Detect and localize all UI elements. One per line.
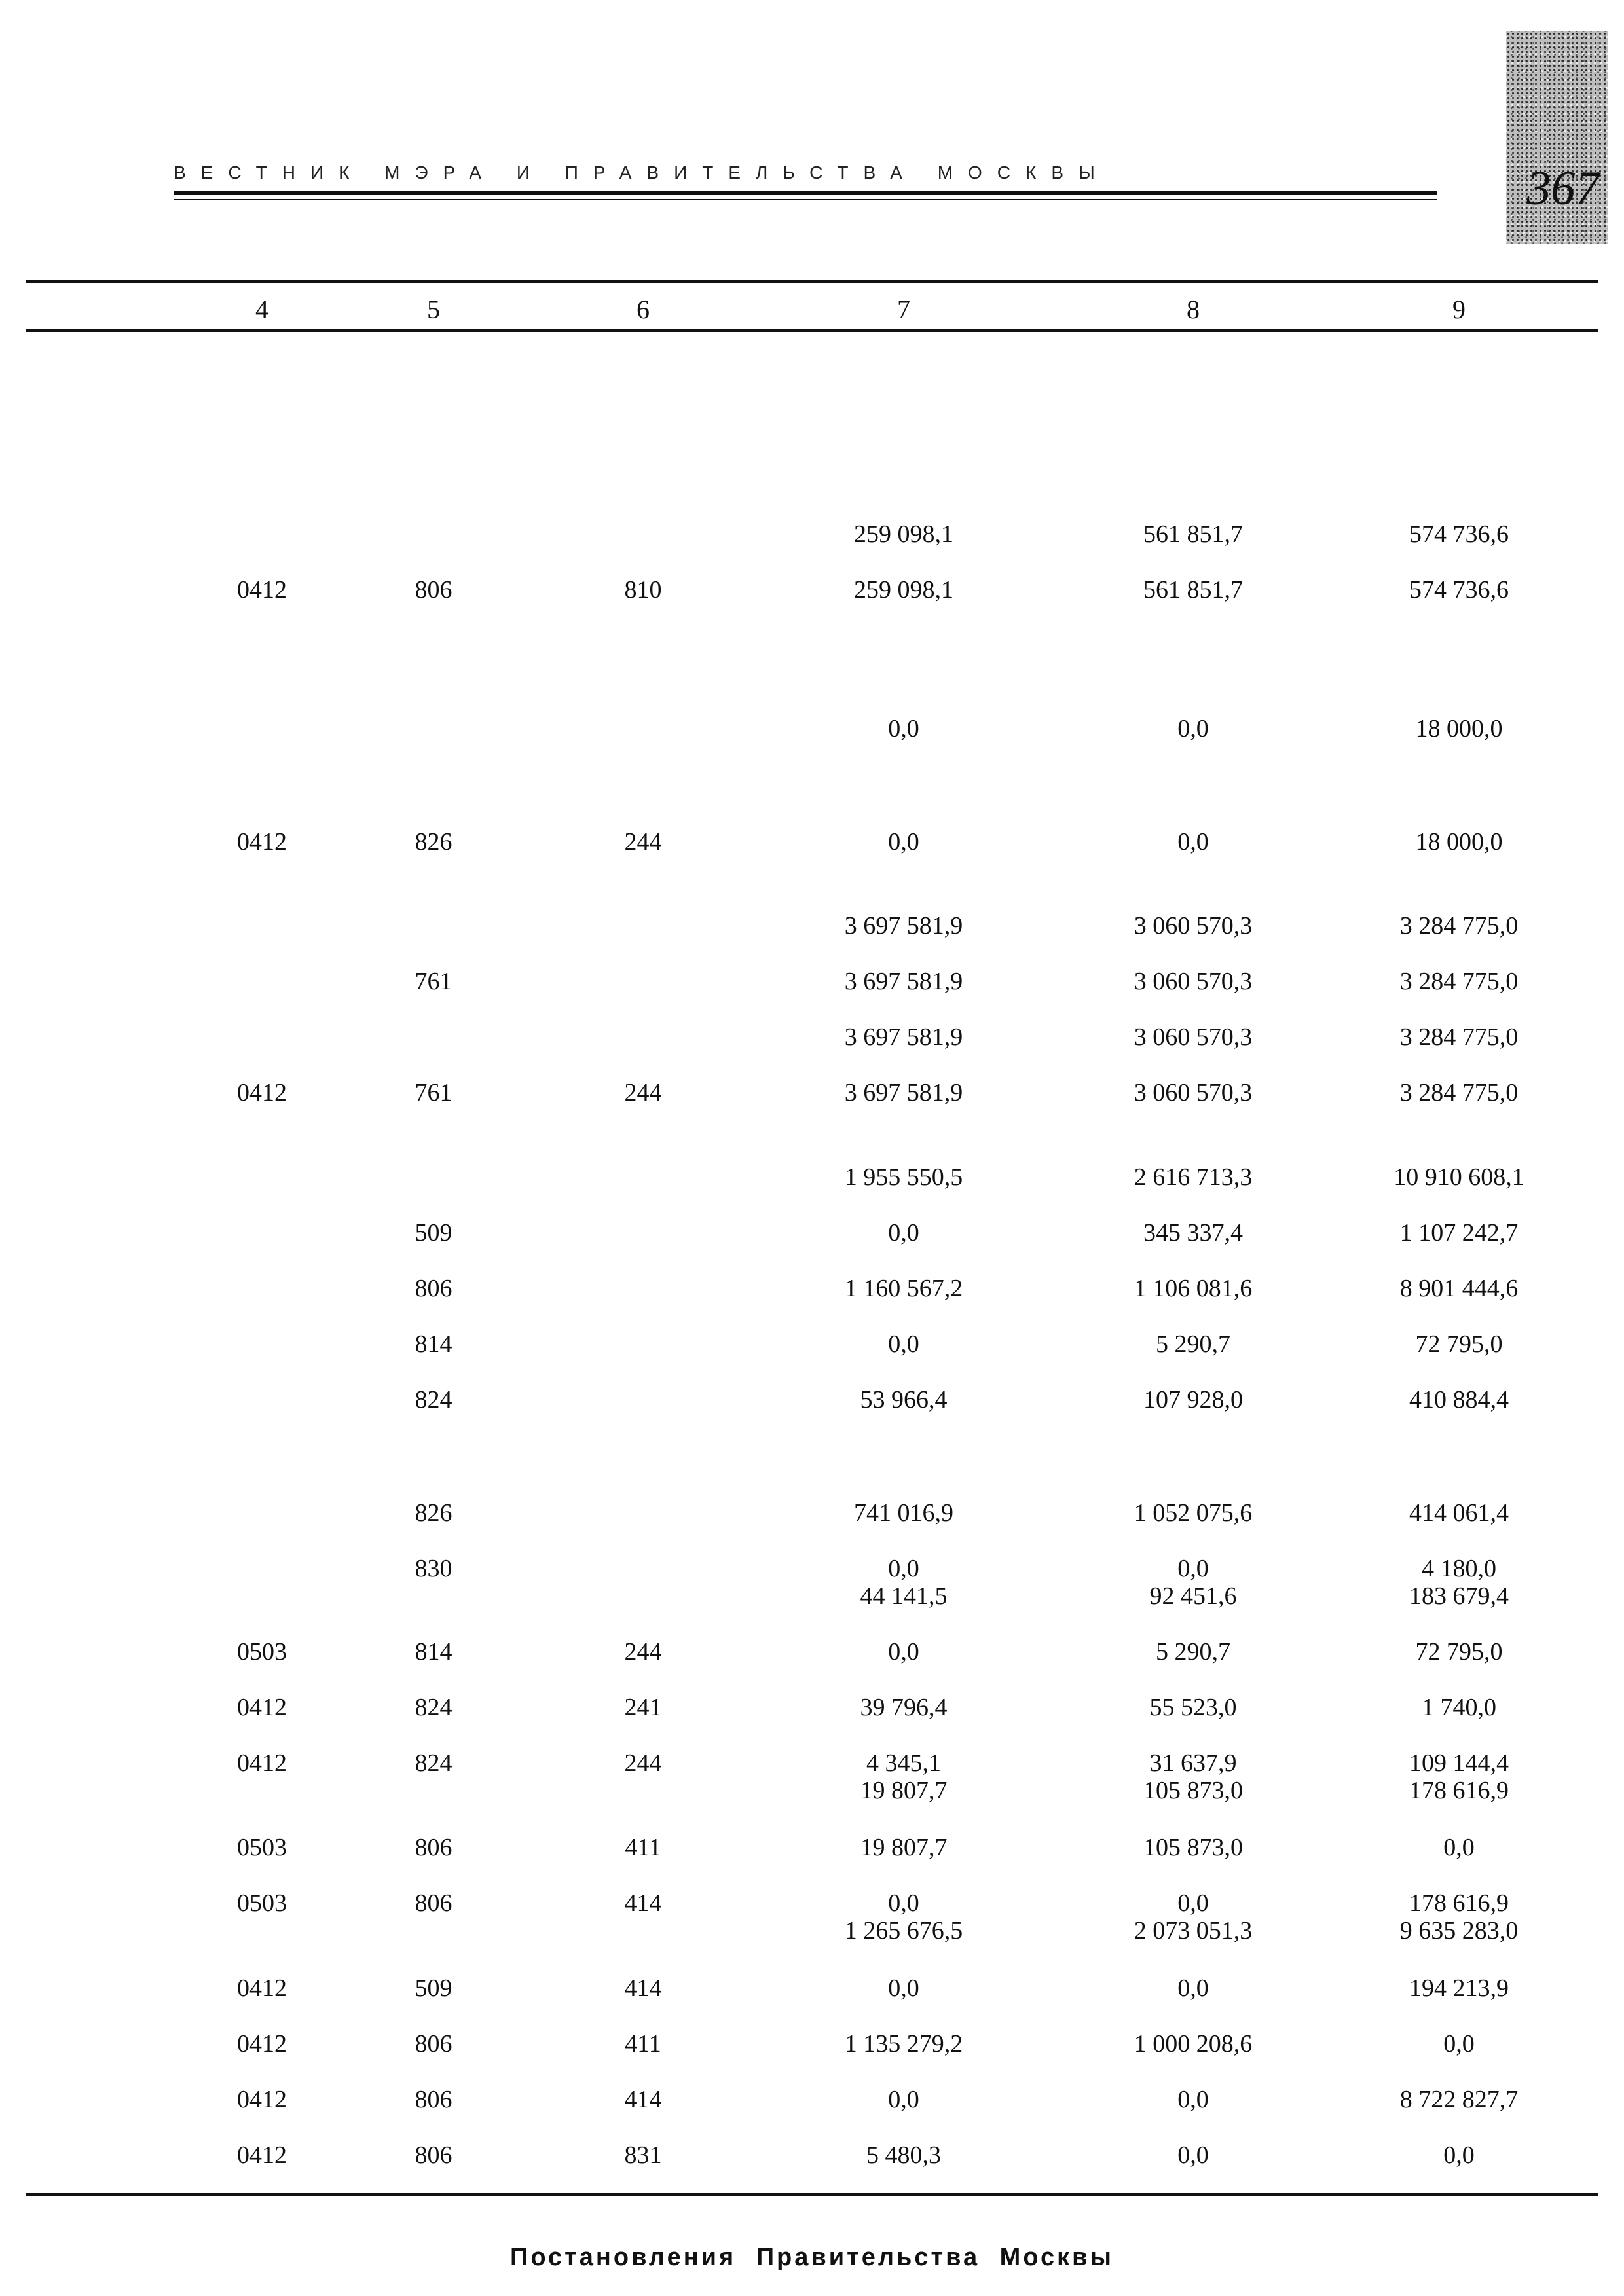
table-cell-value: 0,0 xyxy=(1177,715,1209,742)
table-cell-c8 xyxy=(1056,2141,1331,2169)
table-cell-c5: 826 xyxy=(415,828,452,856)
table-cell-c8 xyxy=(1056,1330,1331,1358)
table-cell-value: 1 000 208,6 xyxy=(1134,2030,1253,2058)
table-cell-c5: 826 xyxy=(415,1499,452,1527)
table-cell-c4: 0503 xyxy=(237,1834,287,1861)
table-cell-c7 xyxy=(766,2086,1041,2113)
table-cell-value: 3 284 775,0 xyxy=(1399,968,1519,995)
table-cell-c8 xyxy=(1056,1749,1331,1804)
table-cell-c7 xyxy=(766,576,1041,604)
table-cell-c5: 761 xyxy=(415,1079,452,1106)
table-cell-c8 xyxy=(1056,1163,1331,1191)
table-cell-value: 9 635 283,0 xyxy=(1399,1917,1519,1944)
table-cell-c4: 0412 xyxy=(237,828,287,856)
table-cell-c9 xyxy=(1321,1163,1596,1191)
table-cell-value: 1 160 567,2 xyxy=(844,1275,963,1302)
table-cell-c7 xyxy=(766,520,1041,548)
table-cell-c7 xyxy=(766,1834,1041,1861)
table-cell-c7 xyxy=(766,1555,1041,1610)
table-cell-c7 xyxy=(766,1386,1041,1413)
table-cell-value: 31 637,9 xyxy=(1149,1749,1237,1777)
table-cell-value: 561 851,7 xyxy=(1143,520,1243,548)
table-cell-c4: 0412 xyxy=(237,1749,287,1777)
table-cell-c8 xyxy=(1056,1219,1331,1247)
table-cell-c8 xyxy=(1056,1023,1331,1051)
table-cell-value: 105 873,0 xyxy=(1143,1777,1243,1804)
table-cell-c6: 414 xyxy=(624,1975,662,2002)
table-cell-value: 1 265 676,5 xyxy=(844,1917,963,1944)
table-cell-value: 0,0 xyxy=(888,715,919,742)
table-cell-value: 8 722 827,7 xyxy=(1399,2086,1519,2113)
table-cell-c8 xyxy=(1056,2030,1331,2058)
table-cell-value: 3 284 775,0 xyxy=(1399,912,1519,939)
table-cell-c7 xyxy=(766,1749,1041,1804)
table-cell-c9 xyxy=(1321,1749,1596,1804)
table-cell-value: 8 901 444,6 xyxy=(1399,1275,1519,1302)
table-cell-c8 xyxy=(1056,968,1331,995)
table-cell-value: 414 061,4 xyxy=(1409,1499,1509,1527)
table-cell-c9 xyxy=(1321,912,1596,939)
table-cell-c9 xyxy=(1321,1219,1596,1247)
table-cell-c7 xyxy=(766,828,1041,856)
table-cell-value: 19 807,7 xyxy=(860,1834,948,1861)
table-cell-c5: 761 xyxy=(415,968,452,995)
table-cell-c6: 411 xyxy=(625,1834,661,1861)
table-cell-c4: 0412 xyxy=(237,2030,287,2058)
table-cell-c5: 806 xyxy=(415,2141,452,2169)
table-cell-value: 39 796,4 xyxy=(860,1694,948,1721)
table-cell-value: 18 000,0 xyxy=(1415,828,1503,856)
table-cell-c8 xyxy=(1056,1499,1331,1527)
table-cell-value: 0,0 xyxy=(1443,1834,1475,1861)
column-header-9: 9 xyxy=(1452,295,1466,324)
table-cell-c7 xyxy=(766,1163,1041,1191)
table-cell-value: 0,0 xyxy=(888,1219,919,1247)
table-cell-value: 0,0 xyxy=(1443,2141,1475,2169)
table-cell-c6: 414 xyxy=(624,2086,662,2113)
table-cell-value: 259 098,1 xyxy=(854,576,953,604)
table-cell-c8 xyxy=(1056,1975,1331,2002)
table-cell-value: 574 736,6 xyxy=(1409,576,1509,604)
table-cell-value: 0,0 xyxy=(1177,1889,1209,1917)
table-cell-value: 109 144,4 xyxy=(1409,1749,1509,1777)
table-cell-c9 xyxy=(1321,2141,1596,2169)
section-footer: Постановления Правительства Москвы xyxy=(510,2244,1114,2271)
table-cell-c4: 0412 xyxy=(237,576,287,604)
table-cell-c5: 824 xyxy=(415,1386,452,1413)
table-cell-value: 1 106 081,6 xyxy=(1134,1275,1253,1302)
table-cell-value: 3 697 581,9 xyxy=(844,912,963,939)
table-cell-c6: 244 xyxy=(624,1749,662,1777)
table-cell-value: 0,0 xyxy=(888,828,919,856)
table-cell-c5: 814 xyxy=(415,1330,452,1358)
table-cell-c5: 509 xyxy=(415,1219,452,1247)
table-cell-value: 1 052 075,6 xyxy=(1134,1499,1253,1527)
table-cell-c6: 244 xyxy=(624,1079,662,1106)
table-cell-c9 xyxy=(1321,715,1596,742)
table-cell-c7 xyxy=(766,1889,1041,1944)
table-cell-c8 xyxy=(1056,1889,1331,1944)
table-cell-c8 xyxy=(1056,1694,1331,1721)
table-cell-value: 5 290,7 xyxy=(1156,1330,1230,1358)
table-cell-c5: 806 xyxy=(415,1889,452,1917)
table-cell-c6: 810 xyxy=(624,576,662,604)
table-cell-c7 xyxy=(766,912,1041,939)
column-header-7: 7 xyxy=(897,295,910,324)
table-cell-c4: 0503 xyxy=(237,1638,287,1666)
table-cell-c6: 241 xyxy=(624,1694,662,1721)
table-cell-value: 3 060 570,3 xyxy=(1134,912,1253,939)
table-cell-value: 3 697 581,9 xyxy=(844,1079,963,1106)
table-cell-c7 xyxy=(766,1694,1041,1721)
table-cell-c9 xyxy=(1321,1275,1596,1302)
table-cell-c4: 0412 xyxy=(237,2086,287,2113)
table-cell-value: 0,0 xyxy=(1177,1555,1209,1582)
column-header-6: 6 xyxy=(637,295,650,324)
table-cell-c8 xyxy=(1056,828,1331,856)
table-cell-c5: 824 xyxy=(415,1749,452,1777)
table-cell-c8 xyxy=(1056,1555,1331,1610)
table-cell-value: 1 107 242,7 xyxy=(1399,1219,1519,1247)
column-header-4: 4 xyxy=(255,295,268,324)
table-cell-c8 xyxy=(1056,1834,1331,1861)
table-cell-c8 xyxy=(1056,576,1331,604)
table-cell-c5: 830 xyxy=(415,1555,452,1582)
table-cell-c9 xyxy=(1321,1023,1596,1051)
table-bottom-rule xyxy=(26,2193,1598,2196)
table-cell-value: 2 073 051,3 xyxy=(1134,1917,1253,1944)
table-top-rule xyxy=(26,280,1598,283)
table-cell-value: 1 135 279,2 xyxy=(844,2030,963,2058)
table-cell-c5: 806 xyxy=(415,2030,452,2058)
table-cell-value: 0,0 xyxy=(888,1889,919,1917)
table-cell-c5: 806 xyxy=(415,1275,452,1302)
table-cell-c8 xyxy=(1056,715,1331,742)
table-cell-value: 1 955 550,5 xyxy=(844,1163,963,1191)
page-number: 367 xyxy=(1526,162,1600,215)
table-cell-value: 19 807,7 xyxy=(860,1777,948,1804)
table-cell-value: 92 451,6 xyxy=(1149,1582,1237,1610)
table-cell-value: 3 697 581,9 xyxy=(844,968,963,995)
table-cell-value: 72 795,0 xyxy=(1415,1330,1503,1358)
table-cell-value: 3 060 570,3 xyxy=(1134,1023,1253,1051)
table-cell-c5: 509 xyxy=(415,1975,452,2002)
table-cell-value: 5 290,7 xyxy=(1156,1638,1230,1666)
table-cell-value: 5 480,3 xyxy=(866,2141,941,2169)
table-cell-c8 xyxy=(1056,2086,1331,2113)
table-cell-value: 345 337,4 xyxy=(1143,1219,1243,1247)
table-cell-c4: 0412 xyxy=(237,1694,287,1721)
table-cell-c4: 0503 xyxy=(237,1889,287,1917)
table-cell-value: 72 795,0 xyxy=(1415,1638,1503,1666)
table-cell-value: 0,0 xyxy=(1443,2030,1475,2058)
table-cell-c5: 806 xyxy=(415,1834,452,1861)
table-cell-c5: 814 xyxy=(415,1638,452,1666)
table-cell-c7 xyxy=(766,1499,1041,1527)
table-cell-value: 55 523,0 xyxy=(1149,1694,1237,1721)
table-cell-value: 741 016,9 xyxy=(854,1499,953,1527)
table-cell-value: 4 345,1 xyxy=(866,1749,941,1777)
table-cell-c5: 806 xyxy=(415,576,452,604)
table-cell-c8 xyxy=(1056,520,1331,548)
table-cell-value: 0,0 xyxy=(1177,2141,1209,2169)
column-header-8: 8 xyxy=(1187,295,1200,324)
table-cell-c7 xyxy=(766,1638,1041,1666)
table-cell-c5: 824 xyxy=(415,1694,452,1721)
table-cell-c6: 831 xyxy=(624,2141,662,2169)
table-cell-c4: 0412 xyxy=(237,1079,287,1106)
table-cell-c6: 414 xyxy=(624,1889,662,1917)
table-cell-c5: 806 xyxy=(415,2086,452,2113)
table-cell-c7 xyxy=(766,1079,1041,1106)
table-cell-value: 3 060 570,3 xyxy=(1134,1079,1253,1106)
table-cell-c8 xyxy=(1056,1638,1331,1666)
table-cell-value: 0,0 xyxy=(888,1555,919,1582)
table-cell-c9 xyxy=(1321,576,1596,604)
table-cell-c7 xyxy=(766,1975,1041,2002)
table-cell-value: 2 616 713,3 xyxy=(1134,1163,1253,1191)
table-cell-c9 xyxy=(1321,2086,1596,2113)
table-cell-c9 xyxy=(1321,1638,1596,1666)
table-cell-c7 xyxy=(766,1219,1041,1247)
table-cell-value: 107 928,0 xyxy=(1143,1386,1243,1413)
table-cell-value: 574 736,6 xyxy=(1409,520,1509,548)
table-cell-c4: 0412 xyxy=(237,1975,287,2002)
table-cell-value: 53 966,4 xyxy=(860,1386,948,1413)
table-cell-value: 0,0 xyxy=(888,1330,919,1358)
table-cell-c8 xyxy=(1056,912,1331,939)
table-cell-c9 xyxy=(1321,1975,1596,2002)
table-cell-value: 183 679,4 xyxy=(1409,1582,1509,1610)
table-header-rule xyxy=(26,329,1598,332)
table-cell-c9 xyxy=(1321,1079,1596,1106)
table-cell-value: 561 851,7 xyxy=(1143,576,1243,604)
table-cell-c9 xyxy=(1321,828,1596,856)
table-cell-value: 4 180,0 xyxy=(1422,1555,1496,1582)
table-cell-value: 0,0 xyxy=(888,1975,919,2002)
table-cell-c8 xyxy=(1056,1386,1331,1413)
table-cell-c8 xyxy=(1056,1275,1331,1302)
table-cell-c9 xyxy=(1321,1499,1596,1527)
table-cell-c4: 0412 xyxy=(237,2141,287,2169)
table-cell-value: 178 616,9 xyxy=(1409,1777,1509,1804)
table-cell-value: 259 098,1 xyxy=(854,520,953,548)
table-cell-c9 xyxy=(1321,2030,1596,2058)
journal-masthead: ВЕСТНИК МЭРА И ПРАВИТЕЛЬСТВА МОСКВЫ xyxy=(174,162,1110,183)
table-cell-c7 xyxy=(766,1330,1041,1358)
table-cell-value: 410 884,4 xyxy=(1409,1386,1509,1413)
table-cell-value: 3 060 570,3 xyxy=(1134,968,1253,995)
table-cell-value: 194 213,9 xyxy=(1409,1975,1509,2002)
table-cell-c8 xyxy=(1056,1079,1331,1106)
table-cell-c9 xyxy=(1321,1694,1596,1721)
table-cell-value: 105 873,0 xyxy=(1143,1834,1243,1861)
column-header-5: 5 xyxy=(427,295,440,324)
table-cell-value: 3 284 775,0 xyxy=(1399,1023,1519,1051)
table-cell-c6: 244 xyxy=(624,828,662,856)
table-cell-c7 xyxy=(766,968,1041,995)
table-cell-value: 0,0 xyxy=(888,2086,919,2113)
table-cell-c9 xyxy=(1321,1555,1596,1610)
table-cell-c7 xyxy=(766,1023,1041,1051)
table-cell-value: 0,0 xyxy=(1177,1975,1209,2002)
table-cell-c7 xyxy=(766,1275,1041,1302)
table-cell-value: 1 740,0 xyxy=(1422,1694,1496,1721)
table-cell-value: 3 284 775,0 xyxy=(1399,1079,1519,1106)
table-cell-c9 xyxy=(1321,1889,1596,1944)
table-cell-c6: 244 xyxy=(624,1638,662,1666)
masthead-rule-thick xyxy=(174,191,1437,195)
table-cell-value: 178 616,9 xyxy=(1409,1889,1509,1917)
table-cell-value: 0,0 xyxy=(888,1638,919,1666)
table-cell-c9 xyxy=(1321,1834,1596,1861)
table-cell-c6: 411 xyxy=(625,2030,661,2058)
table-cell-c9 xyxy=(1321,1330,1596,1358)
table-cell-value: 3 697 581,9 xyxy=(844,1023,963,1051)
table-cell-value: 18 000,0 xyxy=(1415,715,1503,742)
table-cell-c7 xyxy=(766,2030,1041,2058)
masthead-rule-thin xyxy=(174,199,1437,200)
table-cell-value: 10 910 608,1 xyxy=(1393,1163,1524,1191)
table-cell-value: 44 141,5 xyxy=(860,1582,948,1610)
table-cell-c7 xyxy=(766,2141,1041,2169)
table-cell-c9 xyxy=(1321,1386,1596,1413)
table-cell-c9 xyxy=(1321,968,1596,995)
table-cell-value: 0,0 xyxy=(1177,828,1209,856)
table-cell-c9 xyxy=(1321,520,1596,548)
table-cell-c7 xyxy=(766,715,1041,742)
table-cell-value: 0,0 xyxy=(1177,2086,1209,2113)
